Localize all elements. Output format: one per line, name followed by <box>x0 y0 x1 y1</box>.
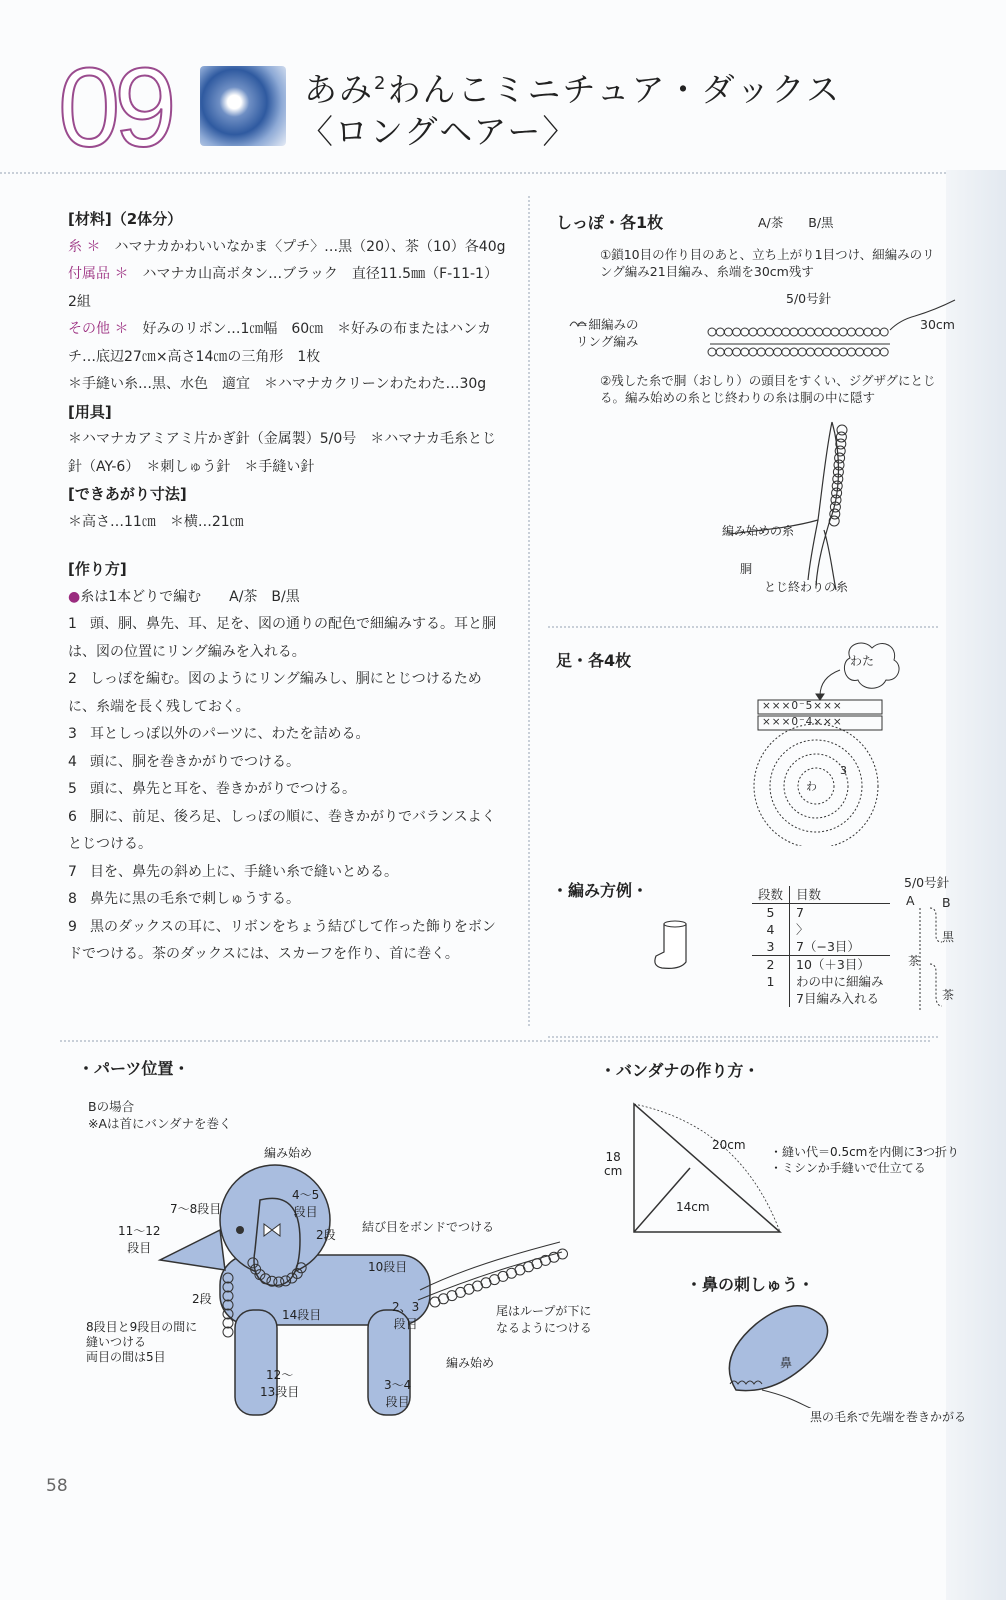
stitch-count: 〉 <box>790 921 890 938</box>
materials-other: その他 ＊ 好みのリボン…1㎝幅 60㎝ ＊好みの布またはハンカチ…底辺27㎝×高さ14㎝の三角形 1枚 <box>68 321 492 365</box>
ring-loop <box>741 348 749 356</box>
size-heading: [できあがり寸法] <box>68 485 187 503</box>
step-number: 5 <box>68 781 77 797</box>
step-text: 耳としっぽ以外のパーツに、わたを詰める。 <box>90 726 370 742</box>
ring-loop <box>880 348 888 356</box>
ring-loop <box>749 348 757 356</box>
example-b-brown: 茶 <box>942 988 955 1002</box>
tail-label-end: とじ終わりの糸 <box>764 580 849 594</box>
tail-heading: しっぽ・各1枚 <box>556 213 664 232</box>
step-text: 目を、鼻先の斜め上に、手縫い糸で縫いとめる。 <box>90 863 398 880</box>
parts-label-tail: 尾はループが下に なるようにつける <box>496 1304 592 1335</box>
example-hook: 5/0号針 <box>904 875 950 890</box>
method-step <box>68 859 508 887</box>
step-number: 1 <box>68 616 77 632</box>
materials-heading: [材料]（2体分） <box>68 210 183 228</box>
ring-loop <box>724 348 732 356</box>
row-count: 1 <box>766 974 775 989</box>
parts-label-3-4: 3〜4 段目 <box>384 1378 412 1409</box>
ring-loop <box>872 328 880 336</box>
step-text: 黒のダックスの耳に、リボンをちょう結びして作った飾りをボンドでつける。茶のダックスには、スカーフを作り、首に巻く。 <box>68 918 496 962</box>
table-row <box>752 904 890 922</box>
nose-heading: ・鼻の刺しゅう・ <box>686 1275 815 1294</box>
feet-center-ring: わ <box>806 780 817 793</box>
step-number: 6 <box>68 808 77 825</box>
example-col-b: B <box>942 895 951 910</box>
method-step <box>68 611 508 666</box>
ring-loop <box>708 328 716 336</box>
col-header-stitches: 目数 <box>790 886 890 904</box>
method-step <box>68 776 508 804</box>
page-edge-shadow <box>946 170 1006 1600</box>
ring-loop <box>765 348 773 356</box>
ring-loop <box>774 348 782 356</box>
ring-loop <box>724 328 732 336</box>
pattern-photo <box>200 66 286 146</box>
step-number: 4 <box>68 753 77 770</box>
ring-loop <box>815 348 823 356</box>
materials-yarn: 糸 ＊ ハマナカかわいいなかま〈プチ〉…黒（20）、茶（10）各40g <box>68 238 506 255</box>
bandana-base: 14cm <box>676 1200 710 1214</box>
example-table <box>752 886 890 1007</box>
feet-chart <box>720 636 920 846</box>
parts-label-4-5: 4〜5 段目 <box>292 1188 320 1219</box>
step-text: 頭、胴、鼻先、耳、足を、図の通りの配色で細編みする。耳と胴は、図の位置にリング編みを入れる。 <box>68 616 496 660</box>
ring-loop <box>733 328 741 336</box>
ring-loop <box>798 328 806 336</box>
nose-label: 鼻 <box>780 1356 793 1370</box>
instructions-column <box>68 206 508 969</box>
row-count: 3 <box>766 939 775 954</box>
tail-label-body: 胴 <box>740 562 753 576</box>
divider-right-1 <box>548 626 938 628</box>
ring-loop <box>790 348 798 356</box>
ring-loop <box>774 328 782 336</box>
ring-loop <box>864 328 872 336</box>
page-number: 58 <box>46 1476 68 1496</box>
ring-loop <box>733 348 741 356</box>
ring-loop <box>880 328 888 336</box>
tail-colors: A/茶 B/黒 <box>758 215 834 230</box>
example-heading: ・編み方例・ <box>552 881 649 900</box>
method-step <box>68 666 508 721</box>
bandana-note: ・縫い代＝0.5cmを内側に3つ折り ・ミシンか手縫いで仕立てる <box>770 1145 960 1175</box>
ring-loop <box>757 348 765 356</box>
ring-loop <box>806 328 814 336</box>
step-number: 2 <box>68 671 77 687</box>
row-count: 2 <box>766 957 775 972</box>
parts-label-10: 10段目 <box>368 1260 408 1274</box>
ring-loop <box>558 1249 568 1259</box>
feet-round-3: 3 <box>840 764 847 777</box>
materials-parts: 付属品 ＊ ハマナカ山高ボタン…ブラック 直径11.5㎜（F-11-1） 2組 <box>68 266 505 310</box>
method-step <box>68 914 508 969</box>
size-text: ＊高さ…11㎝ ＊横…21㎝ <box>68 513 244 530</box>
bandana-height: 18 cm <box>604 1150 623 1178</box>
ring-loop <box>829 516 839 526</box>
ring-loop <box>716 348 724 356</box>
bandana-heading: ・バンダナの作り方・ <box>600 1061 760 1080</box>
parts-label-start1: 編み始め <box>264 1146 313 1160</box>
ring-loop <box>823 328 831 336</box>
foot-icon <box>650 918 700 974</box>
tools-heading: [用具] <box>68 402 112 421</box>
page-subtitle: 〈ロングヘアー〉 <box>300 112 578 151</box>
feet-label-stuffing: わた <box>850 654 875 668</box>
ring-loop <box>782 348 790 356</box>
ring-loop <box>741 328 749 336</box>
materials-other2: ＊手縫い糸…黒、水色 適宜 ＊ハマナカクリーンわたわた…30g <box>68 376 487 392</box>
table-row <box>752 973 890 1007</box>
parts-label-start2: 編み始め <box>446 1356 495 1370</box>
row-count: 4 <box>766 922 775 937</box>
tail-length: 30cm <box>920 317 955 332</box>
tools-text: ＊ハマナカアミアミ片かぎ針（金属製）5/0号 ＊ハマナカ毛糸とじ針（AY-6） ＊刺しゅう針 ＊手縫い針 <box>68 431 496 475</box>
pattern-number: 09 <box>58 45 171 170</box>
parts-label-7-8: 7〜8段目 <box>170 1202 222 1216</box>
tail-step1: ①鎖10目の作り目のあと、立ち上がり1目つけ、細編みのリング編み21目編み、糸端を30cm残す <box>600 247 935 279</box>
step-text: 胴に、前足、後ろ足、しっぽの順に、巻きかがりでバランスよくとじつける。 <box>68 808 496 852</box>
parts-case-note: Bの場合 ※Aは首にバンダナを巻く <box>88 1099 232 1131</box>
step-number: 3 <box>68 726 77 742</box>
parts-label-2-3: 2、3 段目 <box>392 1300 420 1331</box>
method-step <box>68 804 508 859</box>
ring-loop <box>757 328 765 336</box>
stitch-count: 7（−3目） <box>790 938 890 956</box>
ring-loop <box>847 328 855 336</box>
parts-label-8-9: 8段目と9段目の間に 縫いつける 両目の間は5目 <box>86 1320 198 1364</box>
dog-snout <box>160 1230 225 1270</box>
bandana-diagram <box>620 1096 790 1246</box>
ring-loop <box>782 328 790 336</box>
tail-attach-diagram <box>700 410 880 600</box>
table-row <box>752 938 890 956</box>
ring-loop <box>831 328 839 336</box>
ring-loop <box>872 348 880 356</box>
ring-loop <box>839 328 847 336</box>
ring-loop <box>716 328 724 336</box>
ring-loop <box>798 348 806 356</box>
ring-loop <box>847 348 855 356</box>
nose-note: 黒の毛糸で先端を巻きかがる <box>810 1410 967 1424</box>
method-step <box>68 721 508 749</box>
ring-loop <box>708 348 716 356</box>
ring-loop <box>839 348 847 356</box>
table-row <box>752 956 890 974</box>
divider-right-2 <box>548 1036 938 1038</box>
nose-diagram <box>716 1298 846 1408</box>
method-steps <box>68 611 508 969</box>
row-count: 5 <box>766 905 775 920</box>
parts-label-2d-ear: 2段 <box>316 1228 336 1242</box>
ring-loop <box>790 328 798 336</box>
example-brackets <box>890 906 950 1016</box>
parts-label-11-12: 11〜12 段目 <box>118 1224 161 1255</box>
divider-bottom <box>60 1040 930 1042</box>
parts-label-2d: 2段 <box>192 1292 212 1306</box>
ring-stitch-symbol <box>570 322 586 326</box>
ring-loop <box>856 348 864 356</box>
step-text: 鼻先に黒の毛糸で刺しゅうする。 <box>90 891 300 907</box>
tail-step2: ②残した糸で胴（おしり）の頭目をすくい、ジグザグにとじる。編み始めの糸とじ終わりの糸は胴の中に隠す <box>600 373 936 405</box>
ring-loop <box>856 328 864 336</box>
method-note: ●糸は1本どりで編む A/茶 B/黒 <box>68 588 300 605</box>
tail-hook: 5/0号針 <box>786 291 832 306</box>
method-step <box>68 886 508 914</box>
example-a-brown: 茶 <box>908 954 921 968</box>
parts-label-bow: 結び目をボンドでつける <box>362 1220 495 1234</box>
tail-legend: ＝細編みの リング編み <box>576 317 639 349</box>
method-step <box>68 749 508 777</box>
ring-loop <box>823 348 831 356</box>
divider-top <box>0 172 946 174</box>
feet-row4: ×××0⁻4××× <box>762 716 843 728</box>
parts-label-14: 14段目 <box>282 1308 322 1322</box>
stitch-count: 10（＋3目） <box>790 956 890 974</box>
ring-loop <box>749 328 757 336</box>
tail-label-start: 編み始めの糸 <box>722 524 795 538</box>
step-number: 9 <box>68 918 77 935</box>
col-header-rows: 段数 <box>758 887 784 902</box>
ring-loop <box>831 348 839 356</box>
page-title: あみ$^2$わんこミニチュア・ダックス <box>304 70 842 109</box>
parts-label-12-13: 12〜 13段目 <box>260 1368 300 1399</box>
method-heading: [作り方] <box>68 560 127 578</box>
ring-loop <box>864 348 872 356</box>
table-row <box>752 921 890 938</box>
bullet-icon: ● <box>68 588 81 605</box>
dog-eye <box>236 1226 244 1234</box>
parts-heading: ・パーツ位置・ <box>78 1059 190 1078</box>
example-col-a: A <box>906 893 915 908</box>
divider-vertical <box>528 196 530 1026</box>
ring-loop <box>765 328 773 336</box>
feet-row5: ×××0⁻5××× <box>762 700 843 712</box>
stitch-count: 7 <box>790 904 890 922</box>
stitch-count: わの中に細編み 7目編み入れる <box>790 973 890 1007</box>
step-text: しっぽを編む。図のようにリング編みし、胴にとじつけるために、糸端を長く残しておく。 <box>68 671 482 715</box>
ring-loop <box>815 328 823 336</box>
step-number: 8 <box>68 891 77 907</box>
feet-heading: 足・各4枚 <box>556 651 632 670</box>
step-number: 7 <box>68 863 77 880</box>
ring-loop <box>806 348 814 356</box>
tail-chart <box>560 296 960 366</box>
step-text: 頭に、胴を巻きかがりでつける。 <box>90 753 300 770</box>
step-text: 頭に、鼻先と耳を、巻きかがりでつける。 <box>90 781 356 797</box>
example-b-black: 黒 <box>942 930 955 944</box>
bandana-side: 20cm <box>712 1138 746 1152</box>
